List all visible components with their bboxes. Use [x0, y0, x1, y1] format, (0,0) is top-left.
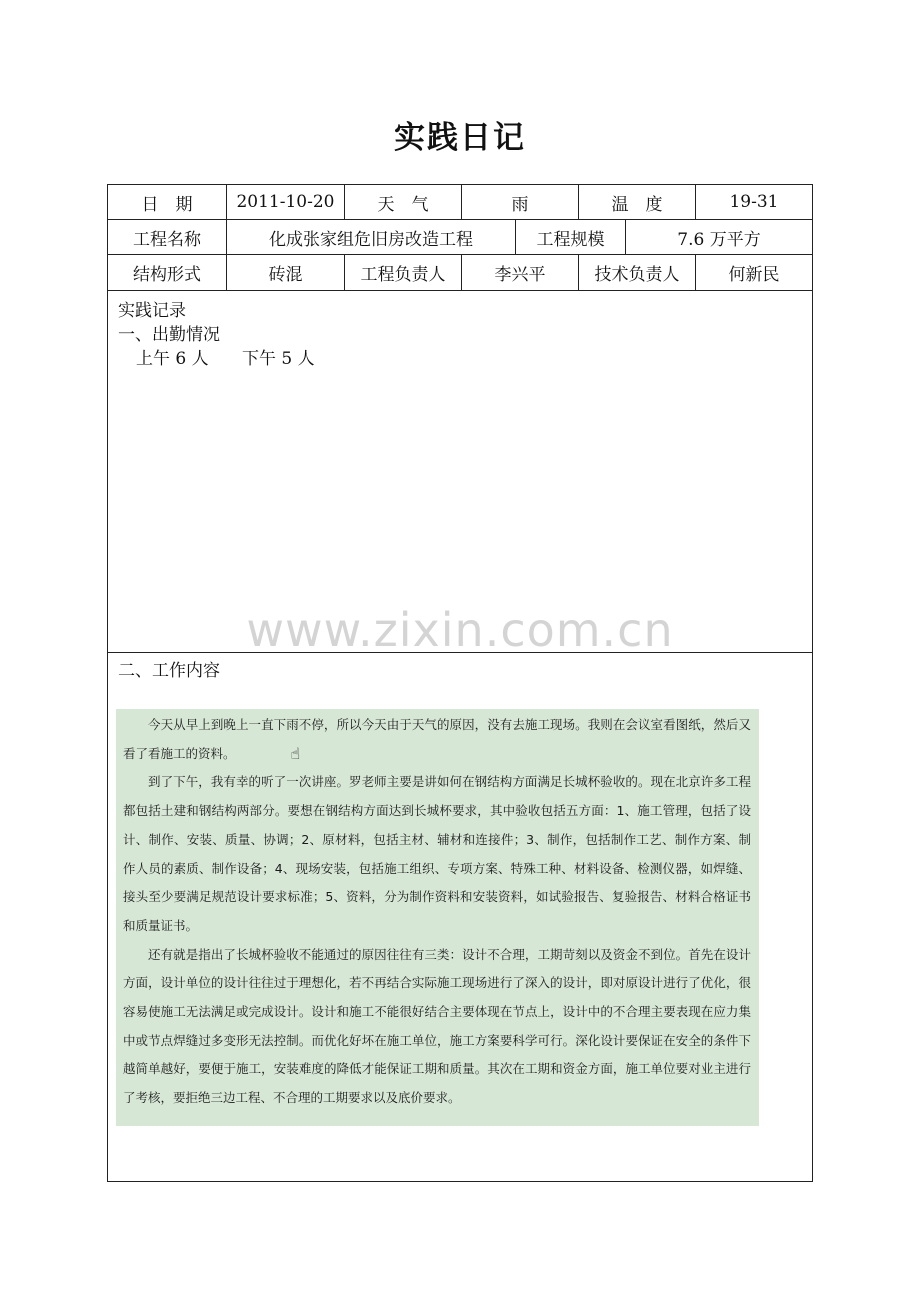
tech-manager-value: 何新民	[728, 265, 780, 285]
watermark: www.zixin.com.cn	[246, 603, 674, 657]
project-scale-label: 工程规模	[516, 220, 626, 254]
work-content-section	[108, 653, 812, 1181]
work-paragraph: 还有就是指出了长城杯验收不能通过的原因往往有三类：设计不合理，工期苛刻以及资金不到位。首先在设计方面，设计单位的设计往往过于理想化，若不再结合实际施工现场进行了深入的设计，即对原设计进行了优化，很容易使施工无法满足或完成设计。设计和施工不能很好结合主要体现在节点上，设计中的不合理主要表现在应力集中或节点焊缝过多变形无法控制。而优化好坏在施工单位，施工方案要科学可行。深化设计要保证在安全的条件下越简单越好，要便于施工，安装难度的降低才能保证工期和质量。其次在工期和资金方面，施工单位要对业主进行了考核，要拒绝三边工程、不合理的工期要求以及底价要求。	[123, 946, 751, 1106]
project-scale-value: 7.6 万平方	[677, 229, 761, 250]
work-paragraph: 到了下午，我有幸的听了一次讲座。罗老师主要是讲如何在钢结构方面满足长城杯验收的。现在北京许多工程都包括土建和钢结构两部分。要想在钢结构方面达到长城杯要求，其中验收包括五方面：1、施工管理，包括了设计、制作、安装、质量、协调；2、原材料，包括主材、辅材和连接件；3、制作，包括制作工艺、制作方案、制作人员的素质、制作设备；4、现场安装，包括施工组织、专项方案、特殊工种、材料设备、检测仪器，如焊缝、接头至少要满足规范设计要求标准；5、资料，分为制作资料和安装资料，如试验报告、复验报告、材料合格证书和质量证书。	[123, 774, 751, 933]
page-title: 实践日记	[394, 120, 526, 156]
weather-label: 天 气	[345, 185, 462, 219]
work-paragraph	[123, 711, 751, 768]
project-name-label: 工程名称	[108, 220, 227, 254]
work-paragraph-text: 今天从早上到晚上一直下雨不停，所以今天由于天气的原因，没有去施工现场。我则在会议室看图纸，然后又看了看施工的资料。	[123, 717, 751, 761]
attendance-morning: 上午 6 人	[136, 349, 209, 369]
info-row-1	[108, 185, 812, 220]
structure-value: 砖混	[227, 255, 345, 290]
hand-cursor-icon: ☝	[290, 744, 301, 764]
temperature-value: 19-31	[729, 192, 779, 212]
info-row-3	[108, 255, 812, 291]
weather-value: 雨	[462, 185, 579, 219]
structure-label: 结构形式	[108, 255, 227, 290]
work-heading: 二、工作内容	[118, 661, 220, 681]
date-value: 2011-10-20	[227, 185, 345, 219]
project-name-value: 化成张家组危旧房改造工程	[227, 220, 516, 254]
tech-manager-label: 技术负责人	[579, 255, 696, 290]
project-manager-label: 工程负责人	[345, 255, 462, 290]
attendance-afternoon: 下午 5 人	[242, 349, 315, 369]
date-label: 日 期	[108, 185, 227, 219]
record-heading: 实践记录	[118, 301, 186, 321]
info-row-2	[108, 220, 812, 255]
diary-table	[107, 184, 813, 1182]
project-manager-value: 李兴平	[462, 255, 579, 290]
work-notes-box	[116, 709, 759, 1126]
practice-record-section	[108, 291, 812, 657]
attendance-heading: 一、出勤情况	[118, 325, 220, 345]
temperature-label: 温 度	[579, 185, 696, 219]
